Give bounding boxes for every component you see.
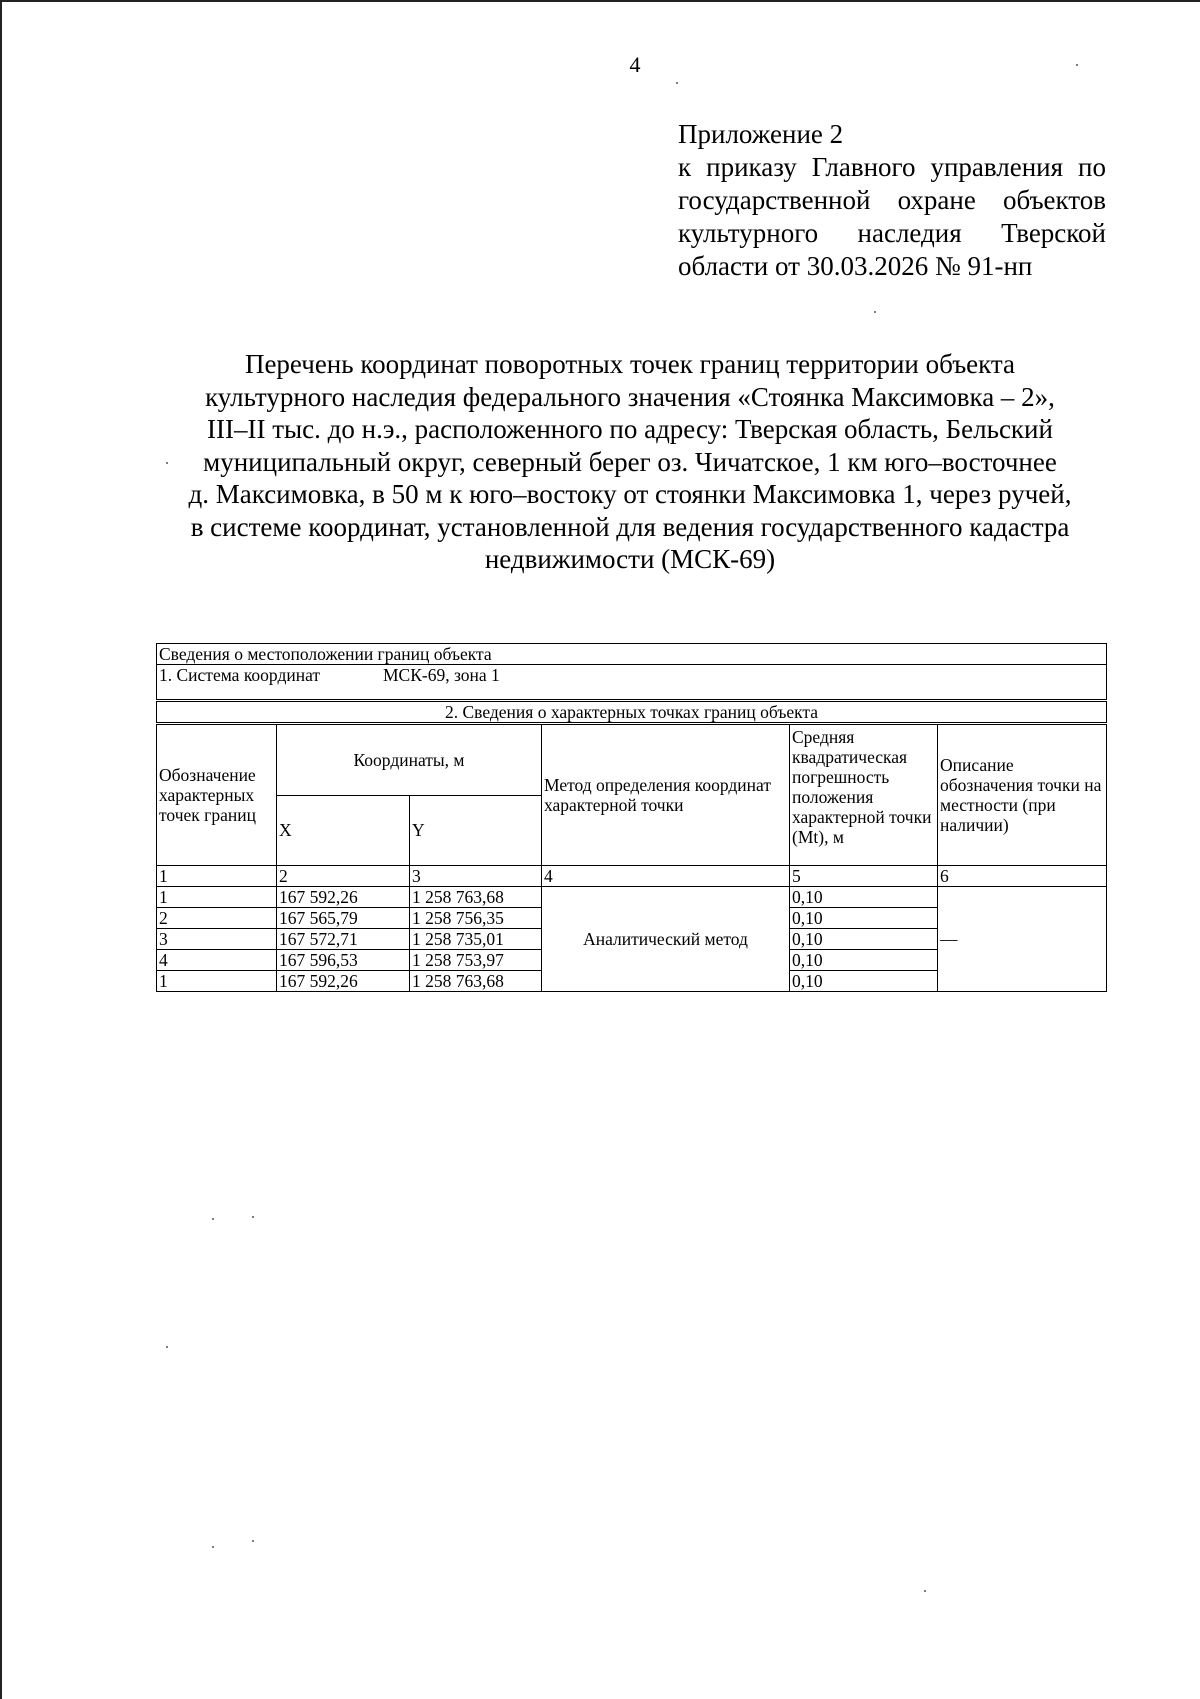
- point-id: 2: [157, 908, 277, 929]
- coord-system-cell: [157, 665, 1107, 701]
- scan-speck: [252, 1216, 254, 1218]
- point-y: 1 258 763,68: [410, 887, 542, 908]
- column-number: 4: [542, 866, 790, 887]
- header-x: X: [277, 795, 410, 866]
- scan-speck: [924, 1590, 926, 1592]
- column-numbers-row: [157, 866, 1107, 887]
- title-line: культурного наследия федерального значения «Стоянка Максимовка – 2»,: [205, 381, 1055, 412]
- appendix-line: Приложение 2: [678, 119, 844, 149]
- scan-speck: [166, 462, 168, 464]
- point-x: 167 592,26: [277, 887, 410, 908]
- header-y: Y: [410, 795, 542, 866]
- point-y: 1 258 753,97: [410, 950, 542, 971]
- scan-speck: [1076, 64, 1078, 66]
- page-number: 4: [629, 52, 641, 77]
- description-value: —: [940, 929, 958, 949]
- header-designation: Обозначение характерных точек границ: [157, 724, 277, 866]
- appendix-line: области от 30.03.2026 № 91-нп: [678, 251, 1033, 281]
- title-line: в системе координат, установленной для ведения государственного кадастра: [190, 511, 1070, 542]
- header-method: Метод определения координат характерной точки: [542, 724, 790, 866]
- point-id: 3: [157, 929, 277, 950]
- column-number: 6: [938, 866, 1107, 887]
- table-section-row: [157, 644, 1107, 665]
- scan-speck: [166, 1346, 168, 1348]
- point-error: 0,10: [790, 887, 938, 908]
- document-title: [150, 348, 1110, 576]
- coord-system-label: 1. Система координат: [159, 665, 321, 685]
- scan-edge-left: [0, 0, 2, 1699]
- points-title-row: [157, 701, 1107, 724]
- appendix-line: культурного наследия Тверской: [678, 218, 1106, 248]
- description-cell: [938, 887, 1107, 992]
- scan-speck: [212, 1546, 214, 1548]
- coord-system-row: [157, 665, 1107, 701]
- header-error: Средняя квадратическая погрешность положения характерной точки (Mt), м: [790, 724, 938, 866]
- point-y: 1 258 763,68: [410, 971, 542, 992]
- scan-speck: [874, 311, 876, 313]
- point-error: 0,10: [790, 929, 938, 950]
- column-number: 2: [277, 866, 410, 887]
- section-title: Сведения о местоположении границ объекта: [157, 644, 1107, 665]
- point-x: 167 572,71: [277, 929, 410, 950]
- header-row: [157, 724, 1107, 796]
- point-id: 1: [157, 971, 277, 992]
- appendix-header: [678, 118, 1106, 283]
- point-id: 4: [157, 950, 277, 971]
- title-line: Перечень координат поворотных точек границ территории объекта: [244, 349, 1016, 379]
- column-number: 1: [157, 866, 277, 887]
- point-y: 1 258 756,35: [410, 908, 542, 929]
- scan-speck: [252, 1540, 254, 1542]
- title-line: III–II тыс. до н.э., расположенного по адресу: Тверская область, Бельский: [207, 414, 1053, 444]
- method-cell: Аналитический метод: [542, 887, 790, 992]
- point-error: 0,10: [790, 971, 938, 992]
- column-number: 5: [790, 866, 938, 887]
- point-x: 167 592,26: [277, 971, 410, 992]
- coordinates-table: [156, 643, 1107, 992]
- point-x: 167 596,53: [277, 950, 410, 971]
- point-id: 1: [157, 887, 277, 908]
- point-x: 167 565,79: [277, 908, 410, 929]
- header-coordinates: Координаты, м: [277, 724, 542, 796]
- scan-speck: [676, 82, 678, 84]
- column-number: 3: [410, 866, 542, 887]
- title-line: недвижимости (МСК-69): [484, 544, 776, 574]
- table-row: [157, 887, 1107, 908]
- point-error: 0,10: [790, 950, 938, 971]
- appendix-line: государственной охране объектов: [678, 185, 1106, 215]
- title-line: муниципальный округ, северный берег оз. Чичатское, 1 км юго–восточнее: [203, 446, 1057, 477]
- point-error: 0,10: [790, 908, 938, 929]
- point-y: 1 258 735,01: [410, 929, 542, 950]
- appendix-line: к приказу Главного управления по: [678, 152, 1106, 182]
- title-line: д. Максимовка, в 50 м к юго–востоку от стоянки Максимовка 1, через ручей,: [188, 479, 1072, 509]
- points-title: 2. Сведения о характерных точках границ объекта: [157, 701, 1107, 724]
- scan-edge-top: [0, 0, 1200, 2]
- header-description: Описание обозначения точки на местности (при наличии): [938, 724, 1107, 866]
- scan-speck: [212, 1218, 214, 1220]
- coord-system-value: МСК-69, зона 1: [383, 665, 500, 685]
